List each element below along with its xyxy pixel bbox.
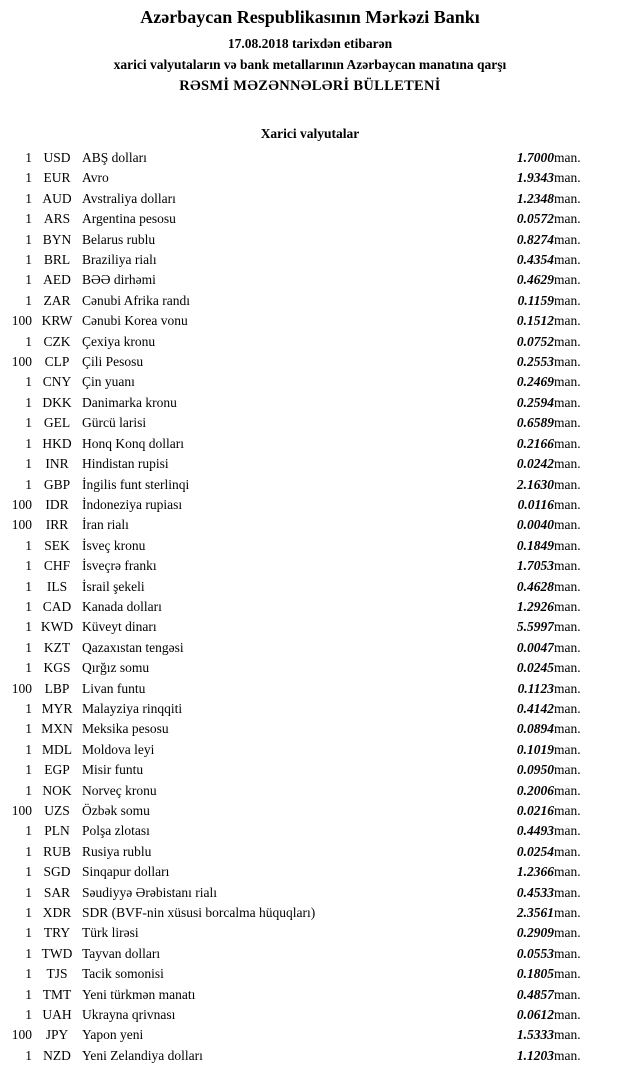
quantity-cell: 100 xyxy=(11,496,32,512)
rate-value-cell: 0.0553 xyxy=(516,945,554,961)
currency-code-cell: DKK xyxy=(42,394,72,410)
currency-name-cell: Çin yuanı xyxy=(82,374,135,390)
currency-code-cell: EUR xyxy=(43,170,71,186)
currency-code-cell: KZT xyxy=(43,639,71,655)
unit-cell: man. xyxy=(554,150,581,165)
rate-value-cell: 0.2006 xyxy=(516,782,554,798)
rate-value-cell: 0.8274 xyxy=(516,231,554,247)
currency-name-cell: Meksika pesosu xyxy=(82,721,169,737)
table-row xyxy=(0,475,620,495)
rate-value-cell: 0.4493 xyxy=(516,823,554,839)
quantity-cell: 1 xyxy=(25,558,32,574)
unit-cell: man. xyxy=(554,843,581,859)
rate-value-cell: 1.7000 xyxy=(516,150,554,165)
currency-code-cell: IDR xyxy=(45,496,69,512)
section-title: Xarici valyutalar xyxy=(260,126,360,141)
currency-code-cell: GBP xyxy=(43,476,71,492)
unit-cell: man. xyxy=(554,456,581,472)
quantity-cell: 1 xyxy=(25,374,32,390)
rate-value-cell: 0.4354 xyxy=(516,252,554,268)
unit-cell: man. xyxy=(554,517,581,533)
quantity-cell: 100 xyxy=(11,803,32,818)
currency-name-cell: Cənubi Korea vonu xyxy=(82,313,188,329)
rate-value-cell: 0.2469 xyxy=(516,374,554,390)
rate-value-cell: 0.1512 xyxy=(516,313,554,329)
currency-name-cell: Rusiya rublu xyxy=(82,843,152,859)
currency-code-cell: RUB xyxy=(43,843,71,859)
unit-cell: man. xyxy=(554,272,581,288)
unit-cell: man. xyxy=(554,782,581,798)
currency-code-cell: SAR xyxy=(43,884,71,900)
table-row xyxy=(0,515,620,535)
unit-cell: man. xyxy=(554,762,581,778)
quantity-cell: 1 xyxy=(25,660,32,676)
quantity-cell: 1 xyxy=(25,966,32,982)
currency-name-cell: Qazaxıstan tengəsi xyxy=(82,639,184,655)
unit-cell: man. xyxy=(554,374,581,390)
currency-name-cell: Malayziya rinqqiti xyxy=(82,700,183,716)
unit-cell: man. xyxy=(554,476,581,492)
rate-value-cell: 0.2594 xyxy=(516,394,554,410)
table-row xyxy=(0,291,620,311)
currency-name-cell: Cənubi Afrika randı xyxy=(82,292,190,308)
rate-value-cell: 0.2909 xyxy=(516,925,554,941)
quantity-cell: 1 xyxy=(25,864,32,880)
currency-name-cell: İngilis funt sterlinqi xyxy=(82,476,190,492)
table-row xyxy=(0,821,620,841)
currency-code-cell: TWD xyxy=(41,945,73,961)
table-row xyxy=(0,638,620,658)
bank-title: Azərbaycan Respublikasının Mərkəzi Bankı xyxy=(140,7,480,27)
currency-name-cell: Ukrayna qrivnası xyxy=(82,1007,176,1023)
quantity-cell: 1 xyxy=(25,721,32,737)
unit-cell: man. xyxy=(554,354,581,370)
currency-name-cell: Hindistan rupisi xyxy=(82,456,169,472)
rate-value-cell: 5.5997 xyxy=(516,619,554,635)
currency-code-cell: SEK xyxy=(44,537,70,553)
currency-name-cell: Belarus rublu xyxy=(82,231,156,247)
currency-code-cell: UAH xyxy=(42,1007,72,1023)
rate-value-cell: 0.1805 xyxy=(516,966,554,982)
currency-name-cell: Çexiya kronu xyxy=(82,333,156,349)
currency-code-cell: BYN xyxy=(42,231,72,247)
unit-cell: man. xyxy=(554,925,581,941)
currency-code-cell: SGD xyxy=(43,864,71,880)
table-row xyxy=(0,536,620,556)
table-row xyxy=(0,842,620,862)
currency-code-cell: AED xyxy=(43,272,71,288)
table-row xyxy=(0,393,620,413)
currency-name-cell: İsrail şekeli xyxy=(82,578,145,594)
currency-name-cell: Kanada dolları xyxy=(82,598,162,614)
table-row xyxy=(0,250,620,270)
quantity-cell: 1 xyxy=(25,170,32,186)
currency-name-cell: Moldova leyi xyxy=(82,741,155,757)
currency-code-cell: PLN xyxy=(44,823,70,839)
unit-cell: man. xyxy=(554,823,581,839)
table-row xyxy=(0,270,620,290)
currency-code-cell: AUD xyxy=(42,190,72,206)
unit-cell: man. xyxy=(554,700,581,716)
currency-name-cell: Misir funtu xyxy=(82,762,144,778)
quantity-cell: 1 xyxy=(25,272,32,288)
currency-code-cell: ARS xyxy=(43,211,71,227)
rate-value-cell: 0.0950 xyxy=(516,762,554,778)
quantity-cell: 100 xyxy=(11,517,32,533)
table-row xyxy=(0,781,620,801)
currency-name-cell: Norveç kronu xyxy=(82,782,157,798)
quantity-cell: 1 xyxy=(25,884,32,900)
bulletin-title: RƏSMİ MƏZƏNNƏLƏRİ BÜLLETENİ xyxy=(179,78,441,94)
table-row xyxy=(0,189,620,209)
rate-value-cell: 1.2348 xyxy=(516,190,554,206)
currency-name-cell: İran rialı xyxy=(82,517,129,533)
quantity-cell: 1 xyxy=(25,741,32,757)
table-row xyxy=(0,944,620,964)
currency-code-cell: MDL xyxy=(42,741,72,757)
rate-value-cell: 0.0572 xyxy=(516,211,554,227)
currency-name-cell: ABŞ dolları xyxy=(82,150,147,165)
rate-value-cell: 1.7053 xyxy=(516,558,554,574)
quantity-cell: 1 xyxy=(25,190,32,206)
table-row xyxy=(0,801,620,821)
quantity-cell: 1 xyxy=(25,1047,32,1063)
table-row xyxy=(0,1025,620,1045)
currency-code-cell: NOK xyxy=(42,782,72,798)
table-row xyxy=(0,434,620,454)
quantity-cell: 1 xyxy=(25,1007,32,1023)
unit-cell: man. xyxy=(554,660,581,676)
currency-code-cell: TMT xyxy=(42,986,72,1002)
quantity-cell: 1 xyxy=(25,537,32,553)
rate-value-cell: 0.4142 xyxy=(516,700,554,716)
currency-name-cell: İsveç kronu xyxy=(82,537,146,553)
table-row xyxy=(0,923,620,943)
unit-cell: man. xyxy=(554,415,581,431)
table-row xyxy=(0,617,620,637)
currency-code-cell: CZK xyxy=(43,333,71,349)
currency-name-cell: Tacik somonisi xyxy=(82,966,164,982)
currency-code-cell: IRR xyxy=(45,517,69,533)
currency-code-cell: MXN xyxy=(41,721,73,737)
rate-value-cell: 0.1123 xyxy=(517,680,554,696)
unit-cell: man. xyxy=(554,598,581,614)
quantity-cell: 1 xyxy=(25,476,32,492)
currency-name-cell: Yeni Zelandiya dolları xyxy=(82,1047,203,1063)
quantity-cell: 1 xyxy=(25,252,32,268)
currency-code-cell: LBP xyxy=(44,680,70,696)
unit-cell: man. xyxy=(554,231,581,247)
currency-code-cell: CHF xyxy=(43,558,71,574)
unit-cell: man. xyxy=(554,578,581,594)
quantity-cell: 100 xyxy=(11,354,32,370)
table-row xyxy=(0,658,620,678)
quantity-cell: 1 xyxy=(25,782,32,798)
table-row xyxy=(0,372,620,392)
currency-name-cell: Avro xyxy=(82,170,109,186)
unit-cell: man. xyxy=(554,721,581,737)
subtitle-line: xarici valyutaların və bank metallarının Azərbaycan manatına qarşı xyxy=(113,57,507,72)
table-row xyxy=(0,209,620,229)
currency-code-cell: GEL xyxy=(43,415,71,431)
table-row xyxy=(0,883,620,903)
unit-cell: man. xyxy=(554,211,581,227)
unit-cell: man. xyxy=(554,252,581,268)
rate-value-cell: 0.0040 xyxy=(516,517,554,533)
rate-value-cell: 2.1630 xyxy=(516,476,554,492)
currency-name-cell: Çili Pesosu xyxy=(82,354,144,370)
quantity-cell: 1 xyxy=(25,211,32,227)
table-row xyxy=(0,168,620,188)
currency-name-cell: İsveçrə frankı xyxy=(82,558,157,574)
effective-date-line: 17.08.2018 tarixdən etibarən xyxy=(227,36,393,51)
rate-value-cell: 1.2366 xyxy=(516,864,554,880)
currency-code-cell: JPY xyxy=(45,1027,69,1043)
table-row xyxy=(0,679,620,699)
currency-code-cell: CLP xyxy=(44,354,70,370)
unit-cell: man. xyxy=(554,190,581,206)
rate-value-cell: 0.0242 xyxy=(516,456,554,472)
unit-cell: man. xyxy=(554,435,581,451)
currency-name-cell: Braziliya rialı xyxy=(82,252,157,268)
currency-name-cell: Polşa zlotası xyxy=(82,823,150,839)
currency-name-cell: Türk lirəsi xyxy=(82,925,139,941)
currency-code-cell: KRW xyxy=(41,313,73,329)
rate-value-cell: 0.0116 xyxy=(517,496,554,512)
exchange-rates-table xyxy=(0,148,620,1066)
table-row xyxy=(0,903,620,923)
currency-name-cell: Argentina pesosu xyxy=(82,211,176,227)
table-row xyxy=(0,556,620,576)
rate-value-cell: 0.0894 xyxy=(516,721,554,737)
unit-cell: man. xyxy=(554,496,581,512)
table-row xyxy=(0,311,620,331)
unit-cell: man. xyxy=(554,558,581,574)
quantity-cell: 1 xyxy=(25,394,32,410)
table-row xyxy=(0,740,620,760)
currency-name-cell: Özbək somu xyxy=(82,803,150,818)
currency-code-cell: KGS xyxy=(43,660,71,676)
rate-value-cell: 2.3561 xyxy=(516,905,554,921)
unit-cell: man. xyxy=(554,1007,581,1023)
unit-cell: man. xyxy=(554,639,581,655)
rate-value-cell: 0.0752 xyxy=(516,333,554,349)
currency-name-cell: Yeni türkmən manatı xyxy=(82,986,196,1002)
currency-code-cell: KWD xyxy=(40,619,74,635)
quantity-cell: 100 xyxy=(11,680,32,696)
rate-value-cell: 0.6589 xyxy=(516,415,554,431)
currency-name-cell: Sinqapur dolları xyxy=(82,864,170,880)
currency-code-cell: TJS xyxy=(46,966,68,982)
unit-cell: man. xyxy=(554,986,581,1002)
currency-name-cell: Tayvan dolları xyxy=(82,945,161,961)
rate-value-cell: 0.2553 xyxy=(516,354,554,370)
rate-value-cell: 0.4533 xyxy=(516,884,554,900)
table-row xyxy=(0,719,620,739)
currency-name-cell: Honq Konq dolları xyxy=(82,435,184,451)
currency-code-cell: MYR xyxy=(41,700,73,716)
quantity-cell: 1 xyxy=(25,415,32,431)
quantity-cell: 1 xyxy=(25,598,32,614)
table-row xyxy=(0,1005,620,1025)
rate-value-cell: 1.1203 xyxy=(516,1047,554,1063)
currency-name-cell: Gürcü larisi xyxy=(82,415,147,431)
rate-value-cell: 0.2166 xyxy=(516,435,554,451)
table-row xyxy=(0,985,620,1005)
quantity-cell: 1 xyxy=(25,843,32,859)
currency-code-cell: NZD xyxy=(43,1047,71,1063)
table-row xyxy=(0,862,620,882)
unit-cell: man. xyxy=(554,333,581,349)
quantity-cell: 1 xyxy=(25,762,32,778)
quantity-cell: 1 xyxy=(25,619,32,635)
unit-cell: man. xyxy=(554,864,581,880)
unit-cell: man. xyxy=(554,292,581,308)
table-row xyxy=(0,230,620,250)
quantity-cell: 1 xyxy=(25,333,32,349)
quantity-cell: 1 xyxy=(25,456,32,472)
unit-cell: man. xyxy=(554,803,581,818)
quantity-cell: 1 xyxy=(25,578,32,594)
table-row xyxy=(0,332,620,352)
currency-name-cell: Küveyt dinarı xyxy=(82,619,157,635)
quantity-cell: 1 xyxy=(25,925,32,941)
currency-code-cell: CNY xyxy=(42,374,72,390)
currency-code-cell: INR xyxy=(45,456,69,472)
unit-cell: man. xyxy=(554,945,581,961)
rate-value-cell: 0.4629 xyxy=(516,272,554,288)
currency-name-cell: Yapon yeni xyxy=(82,1027,144,1043)
currency-name-cell: SDR (BVF-nin xüsusi borcalma hüquqları) xyxy=(82,905,316,921)
unit-cell: man. xyxy=(554,619,581,635)
unit-cell: man. xyxy=(554,680,581,696)
unit-cell: man. xyxy=(554,394,581,410)
rate-value-cell: 0.4857 xyxy=(516,986,554,1002)
currency-code-cell: ZAR xyxy=(43,292,71,308)
rate-value-cell: 1.9343 xyxy=(516,170,554,186)
currency-code-cell: EGP xyxy=(44,762,70,778)
rate-value-cell: 1.2926 xyxy=(516,598,554,614)
currency-code-cell: ILS xyxy=(46,578,68,594)
table-row xyxy=(0,352,620,372)
rate-value-cell: 0.1159 xyxy=(517,292,554,308)
table-row xyxy=(0,577,620,597)
currency-name-cell: Avstraliya dolları xyxy=(82,190,176,206)
currency-name-cell: BƏƏ dirhəmi xyxy=(82,272,156,288)
quantity-cell: 1 xyxy=(25,823,32,839)
document-header xyxy=(0,6,620,97)
table-row xyxy=(0,413,620,433)
currency-code-cell: BRL xyxy=(43,252,71,268)
rate-value-cell: 0.0254 xyxy=(516,843,554,859)
unit-cell: man. xyxy=(554,966,581,982)
rate-value-cell: 0.4628 xyxy=(516,578,554,594)
quantity-cell: 1 xyxy=(25,945,32,961)
currency-name-cell: Livan funtu xyxy=(82,680,146,696)
quantity-cell: 1 xyxy=(25,639,32,655)
quantity-cell: 100 xyxy=(11,313,32,329)
currency-name-cell: İndoneziya rupiası xyxy=(82,496,183,512)
currency-code-cell: UZS xyxy=(44,803,70,818)
quantity-cell: 1 xyxy=(25,905,32,921)
table-row xyxy=(0,597,620,617)
unit-cell: man. xyxy=(554,741,581,757)
quantity-cell: 100 xyxy=(11,1027,32,1043)
unit-cell: man. xyxy=(554,884,581,900)
table-row xyxy=(0,964,620,984)
unit-cell: man. xyxy=(554,905,581,921)
table-row xyxy=(0,454,620,474)
quantity-cell: 1 xyxy=(25,231,32,247)
rate-value-cell: 0.0612 xyxy=(516,1007,554,1023)
quantity-cell: 1 xyxy=(25,292,32,308)
table-row xyxy=(0,1046,620,1066)
unit-cell: man. xyxy=(554,313,581,329)
table-row xyxy=(0,699,620,719)
quantity-cell: 1 xyxy=(25,700,32,716)
table-row xyxy=(0,148,620,168)
rate-value-cell: 1.5333 xyxy=(516,1027,554,1043)
exchange-rates-body xyxy=(0,148,620,1066)
currency-code-cell: HKD xyxy=(42,435,72,451)
currency-code-cell: TRY xyxy=(43,925,71,941)
rate-value-cell: 0.0245 xyxy=(516,660,554,676)
currency-name-cell: Səudiyyə Ərəbistanı rialı xyxy=(82,884,217,900)
unit-cell: man. xyxy=(554,537,581,553)
currency-code-cell: USD xyxy=(43,150,71,165)
rate-value-cell: 0.1849 xyxy=(516,537,554,553)
table-row xyxy=(0,760,620,780)
currency-name-cell: Qırğız somu xyxy=(82,660,150,676)
quantity-cell: 1 xyxy=(25,986,32,1002)
rate-value-cell: 0.0216 xyxy=(516,803,554,818)
currency-name-cell: Danimarka kronu xyxy=(82,394,177,410)
quantity-cell: 1 xyxy=(25,435,32,451)
currency-code-cell: CAD xyxy=(42,598,72,614)
unit-cell: man. xyxy=(554,170,581,186)
unit-cell: man. xyxy=(554,1027,581,1043)
rate-value-cell: 0.1019 xyxy=(516,741,554,757)
table-row xyxy=(0,495,620,515)
quantity-cell: 1 xyxy=(25,150,32,165)
currency-code-cell: XDR xyxy=(42,905,72,921)
unit-cell: man. xyxy=(554,1047,581,1063)
rate-value-cell: 0.0047 xyxy=(516,639,554,655)
